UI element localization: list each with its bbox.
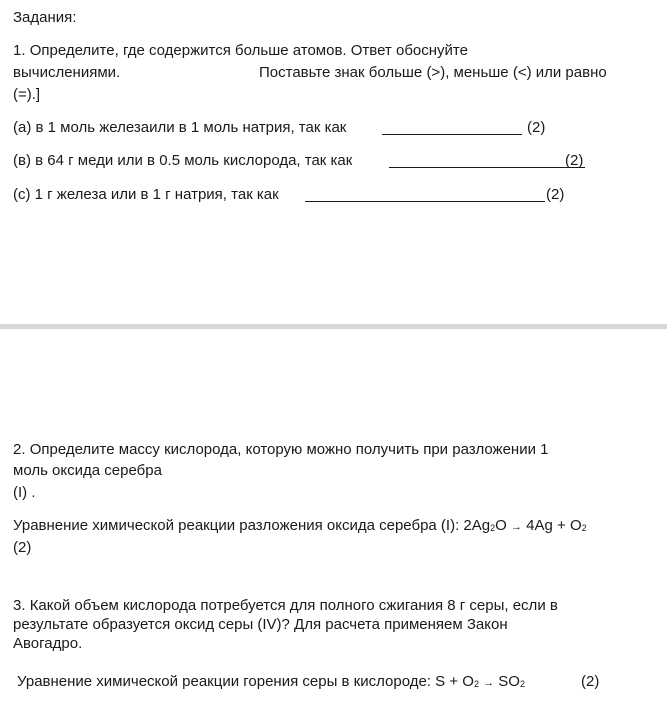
task3-line2: результате образуется оксид серы (IV)? Для расчета применяем Закон (13, 616, 508, 633)
task3-line3: Авогадро. (13, 635, 83, 652)
task1-item-a-answer-line[interactable] (382, 134, 522, 135)
task2-text-line1 (13, 441, 548, 459)
task2-line1: Определите массу кислорода, которую можно получить при разложении 1 (29, 441, 549, 458)
task2-equation-label: Уравнение химической реакции разложения оксида серебра (I): (13, 517, 460, 534)
task1-line2: вычислениями. (13, 64, 121, 81)
task1-item-b-points: (2) (565, 152, 584, 169)
task1-item-a-points: (2) (527, 119, 546, 136)
task3-line1: Какой объем кислорода потребуется для полного сжигания 8 г серы, если в (29, 597, 558, 614)
task2-line2: моль оксида серебра (13, 462, 162, 479)
task1-item-c-points: (2) (546, 186, 565, 203)
task3-points: (2) (581, 673, 600, 690)
task3-equation-line (17, 673, 525, 693)
task2-line3: (I) . (13, 484, 36, 501)
task1-item-c-text: (с) 1 г железа или в 1 г натрия, так как (13, 186, 279, 203)
task1-item-b-answer-line[interactable] (389, 167, 585, 168)
page-heading: Задания: (13, 9, 77, 26)
task2-points: (2) (13, 539, 32, 556)
section-divider (0, 324, 667, 329)
task2-equation: 2Ag2O → 4Ag + O2 (463, 517, 587, 534)
task1-item-a-text: (а) в 1 моль железаили в 1 моль натрия, так как (13, 119, 347, 136)
task3-text-line1 (13, 597, 558, 615)
task1-number: 1. (13, 42, 26, 59)
task1-text-line1 (13, 42, 468, 60)
task3-number: 3. (13, 597, 26, 614)
task1-instruction: Поставьте знак больше (>), меньше (<) или равно (259, 64, 607, 81)
task3-equation: S + O2 → SO2 (435, 673, 525, 690)
task1-item-c-answer-line[interactable] (305, 201, 545, 202)
task1-line1: Определите, где содержится больше атомов. Ответ обоснуйте (29, 42, 468, 59)
task2-number: 2. (13, 441, 26, 458)
task1-line3: (=).] (13, 86, 41, 103)
task3-equation-label: Уравнение химической реакции горения серы в кислороде: (17, 673, 431, 690)
task2-equation-line (13, 517, 587, 537)
task1-item-b-text: (в) в 64 г меди или в 0.5 моль кислорода, так как (13, 152, 353, 169)
